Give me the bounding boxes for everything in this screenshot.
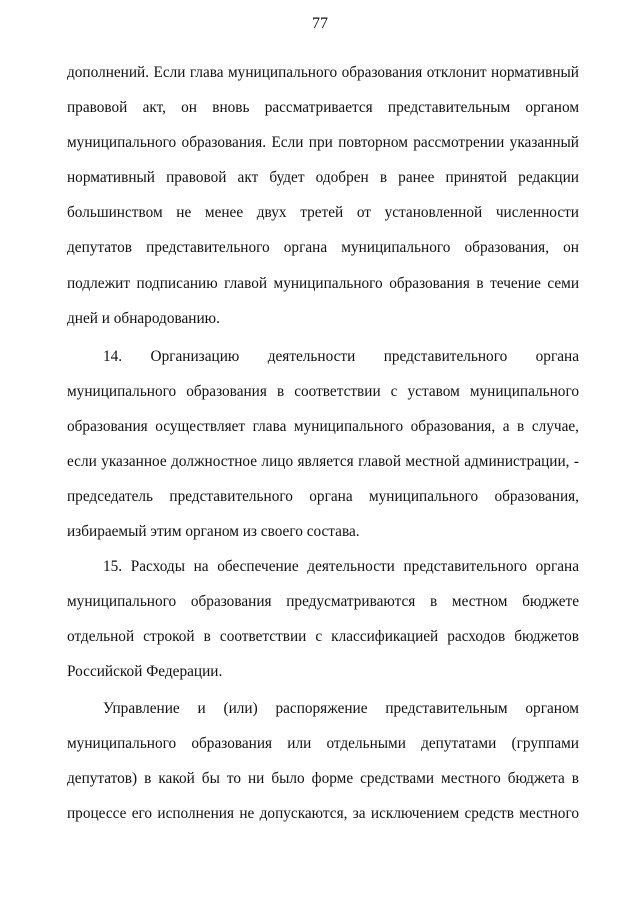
text-line: Российской Федерации. (67, 663, 223, 680)
text-line: депутатов) в какой бы то ни было форме средствами местного бюджета в (67, 770, 579, 787)
text-line: нормативный правовой акт будет одобрен в ранее принятой редакции (67, 169, 579, 186)
text-line: муниципального образования в соответствии с уставом муниципального (67, 383, 579, 400)
text-line: большинством не менее двух третей от установленной численности (67, 204, 579, 221)
text-line: 15. Расходы на обеспечение деятельности представительного органа (103, 558, 579, 575)
text-line: подлежит подписанию главой муниципального образования в течение семи (67, 275, 579, 292)
text-line: председатель представительного органа муниципального образования, (67, 488, 579, 505)
text-line: муниципального образования предусматриваются в местном бюджете (67, 593, 579, 610)
text-line: образования осуществляет глава муниципального образования, а в случае, (67, 418, 579, 435)
page-number: 77 (312, 15, 328, 32)
text-line: муниципального образования. Если при повторном рассмотрении указанный (67, 134, 579, 151)
text-line: 14. Организацию деятельности представительного органа (103, 348, 579, 365)
text-line: муниципального образования или отдельными депутатами (группами (67, 735, 579, 752)
text-line: если указанное должностное лицо является главой местной администрации, - (67, 453, 579, 470)
text-line: дополнений. Если глава муниципального образования отклонит нормативный (67, 64, 579, 81)
text-line: Управление и (или) распоряжение представительным органом (103, 700, 579, 717)
text-line: избираемый этим органом из своего состава. (67, 523, 360, 540)
text-line: отдельной строкой в соответствии с классификацией расходов бюджетов (67, 628, 579, 645)
text-line: правовой акт, он вновь рассматривается представительным органом (67, 99, 579, 116)
text-line: процессе его исполнения не допускаются, за исключением средств местного (67, 805, 579, 822)
text-line: дней и обнародованию. (67, 310, 220, 327)
text-line: депутатов представительного органа муниципального образования, он (67, 239, 579, 256)
